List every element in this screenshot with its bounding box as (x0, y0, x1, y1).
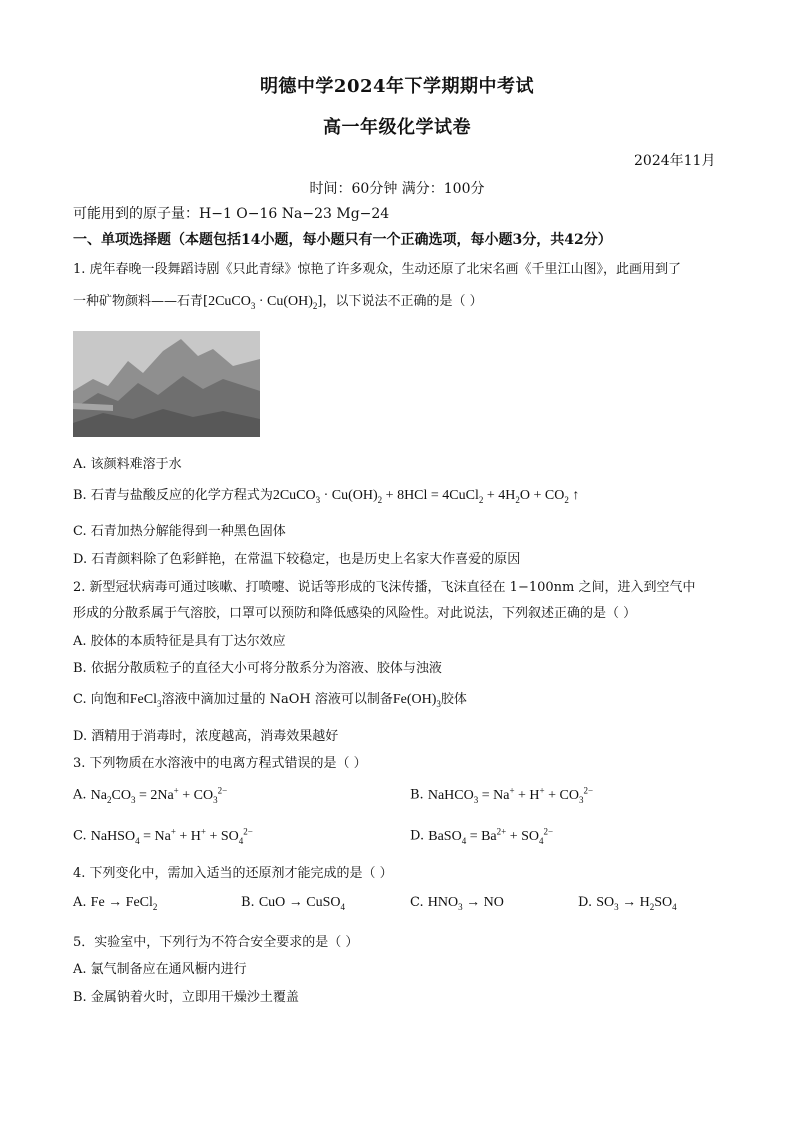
time-score: 时间：60分钟 满分：100分 (309, 181, 485, 197)
q1-stem-line1: 1. 虎年春晚一段舞蹈诗剧《只此青绿》惊艳了许多观众，生动还原了北宋名画《千里江山图》，此画用到了 (73, 262, 682, 277)
exam-date: 2024年11月 (634, 153, 716, 169)
q3-option-a: A. $Na_2CO_3 = 2Na^+ + CO_3^{2-}$ (73, 785, 228, 805)
section-heading: 一、单项选择题（本题包括14小题，每小题只有一个正确选项，每小题3分，共42分） (73, 232, 612, 248)
q1-option-a: A. 该颜料难溶于水 (73, 457, 182, 472)
q4-option-a: A. Fe → FeCl$_2$ (73, 895, 158, 912)
q1-stem-line2: 一种矿物颜料——石青[2CuCO$_3$ · $Cu(OH)_2$]，以下说法不正确的是（ ） (73, 294, 483, 311)
landscape-painting-image (73, 331, 260, 437)
q2-option-b: B. 依据分散质粒子的直径大小可将分散系分为溶液、胶体与浊液 (73, 661, 442, 676)
q2-option-d: D. 酒精用于消毒时，浓度越高，消毒效果越好 (73, 729, 339, 744)
q5-option-a: A. 氯气制备应在通风橱内进行 (73, 962, 247, 977)
q3-option-d: D. BaSO$_4$ = $Ba^{2+} + SO_4^{2-}$ (410, 826, 554, 846)
q2-option-a: A. 胶体的本质特征是具有丁达尔效应 (73, 634, 286, 649)
q2-option-c: C. 向饱和FeCl$_3$溶液中滴加过量的 NaOH 溶液可以制备$Fe(OH)_3$胶体 (73, 692, 467, 709)
q1-option-c: C. 石青加热分解能得到一种黑色固体 (73, 524, 286, 539)
q3-option-c: C. NaHSO$_4$ = $Na^+ + H^+ + SO_4^{2-}$ (73, 826, 253, 846)
q4-option-b: B. CuO → CuSO$_4$ (241, 895, 346, 912)
q3-stem: 3. 下列物质在水溶液中的电离方程式错误的是（ ） (73, 756, 367, 771)
exam-title: 明德中学2024年下学期期中考试 (259, 76, 535, 97)
q2-stem-line2: 形成的分散系属于气溶胶，口罩可以预防和降低感染的风险性。对此说法，下列叙述正确的是（ ） (73, 606, 637, 621)
q2-stem-line1: 2. 新型冠状病毒可通过咳嗽、打喷嚏、说话等形成的飞沫传播，飞沫直径在 1−100nm 之间，进入到空气中 (73, 580, 696, 595)
atomic-masses: 可能用到的原子量：H−1 O−16 Na−23 Mg−24 (73, 206, 390, 222)
q5-option-b: B. 金属钠着火时，立即用干燥沙土覆盖 (73, 990, 299, 1005)
q5-stem: 5．实验室中，下列行为不符合安全要求的是（ ） (73, 935, 359, 950)
q4-option-c: C. $HNO_3$ → NO (410, 895, 504, 912)
q1-option-b: B. 石青与盐酸反应的化学方程式为2CuCO$_3$ · $Cu(OH)_2 + 8HCl$ = 4CuCl$_2$ + $4H_2O + CO_2$ ↑ (73, 488, 580, 505)
q3-option-b: B. NaHCO$_3$ = $Na^+ + H^+ + CO_3^{2-}$ (410, 785, 594, 805)
q4-stem: 4. 下列变化中，需加入适当的还原剂才能完成的是（ ） (73, 866, 393, 881)
q1-option-d: D. 石青颜料除了色彩鲜艳，在常温下较稳定，也是历史上名家大作喜爱的原因 (73, 552, 521, 567)
q4-option-d: D. $SO_3 \to H_2SO_4$ (578, 895, 677, 912)
paper-title: 高一年级化学试卷 (323, 117, 471, 138)
mountain-landscape-icon (73, 331, 260, 437)
